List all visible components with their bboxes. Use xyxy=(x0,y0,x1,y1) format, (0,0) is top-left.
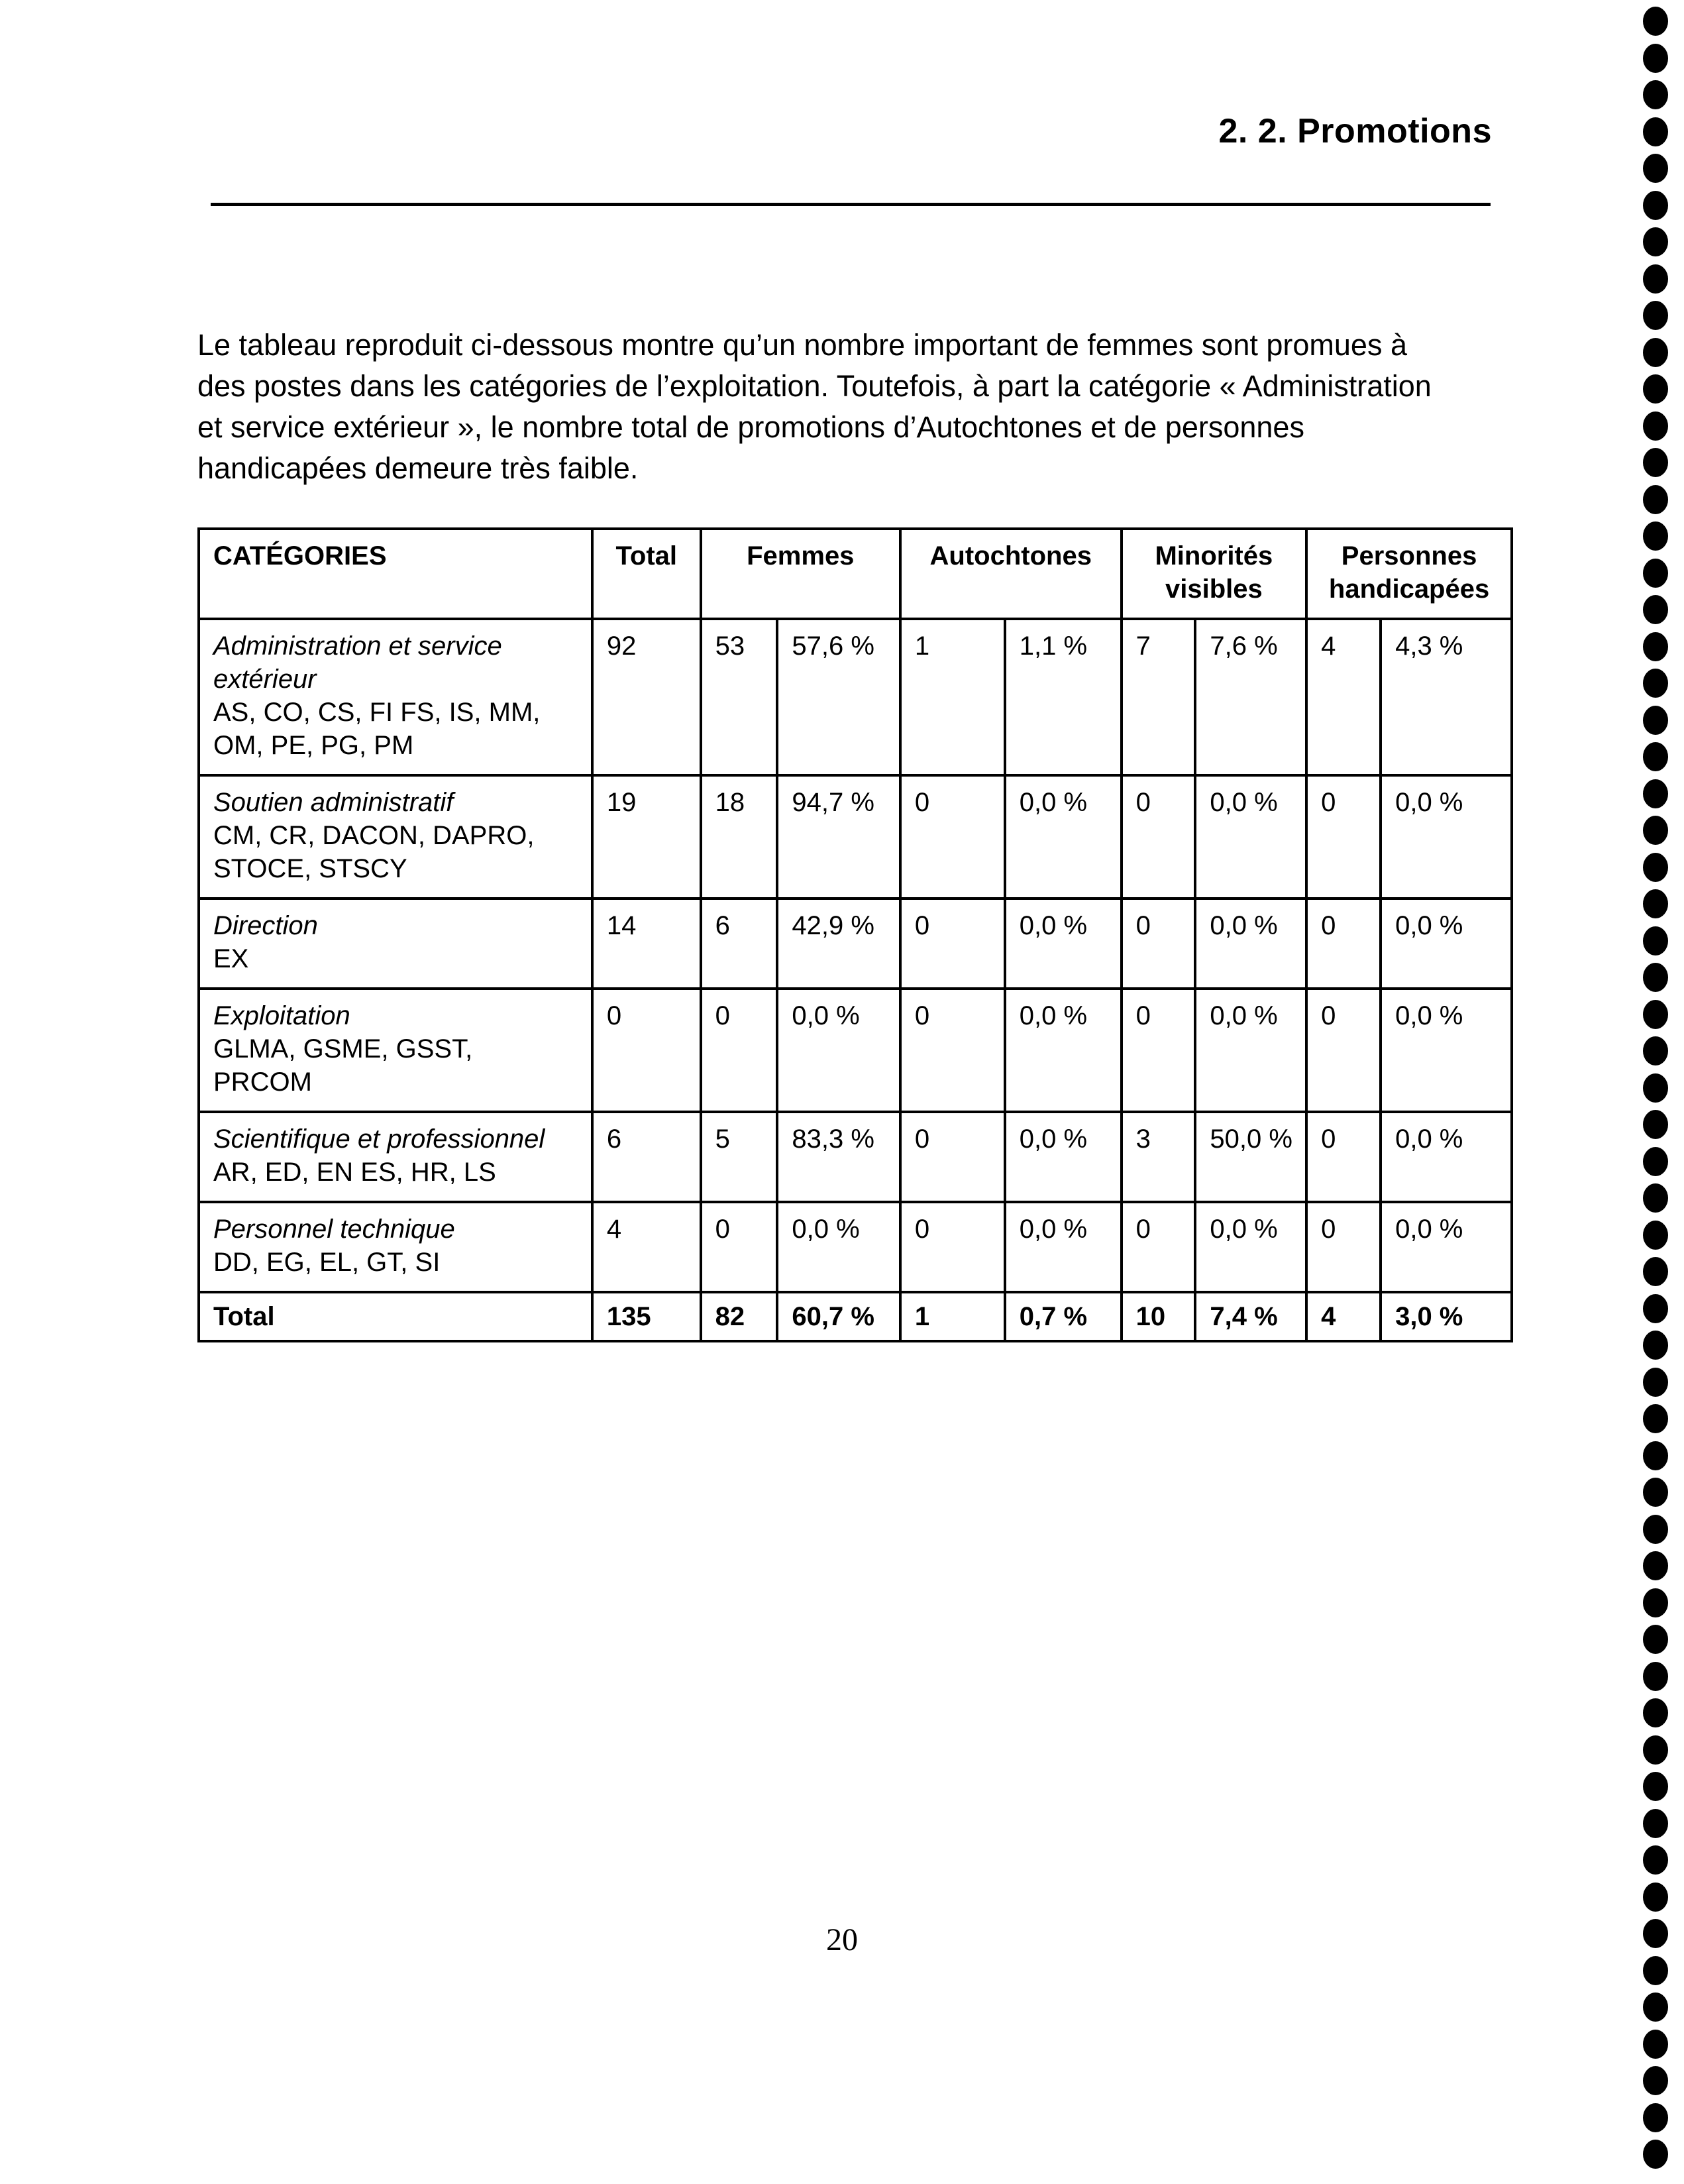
binding-hole xyxy=(1643,926,1668,956)
binding-hole xyxy=(1643,2103,1668,2132)
binding-hole xyxy=(1643,595,1668,624)
table-header-row xyxy=(199,529,1512,619)
cell-minorites-pct: 0,0 % xyxy=(1195,899,1306,989)
binding-hole xyxy=(1643,117,1668,146)
category-cell xyxy=(199,1202,592,1292)
cell-minorites: 0 xyxy=(1122,775,1196,899)
cell-minorites: 3 xyxy=(1122,1112,1196,1202)
cell-minorites: 7 xyxy=(1122,619,1196,775)
category-name: Scientifique et professionnel xyxy=(213,1124,545,1154)
cell-autochtones: 0 xyxy=(900,1112,1005,1202)
table-total-row xyxy=(199,1292,1512,1341)
binding-hole xyxy=(1643,80,1668,109)
cell-handicapees-pct: 0,0 % xyxy=(1381,775,1512,899)
binding-hole xyxy=(1643,154,1668,183)
total-autochtones: 1 xyxy=(900,1292,1005,1341)
cell-autochtones-pct: 0,0 % xyxy=(1005,989,1122,1112)
binding-hole xyxy=(1643,1515,1668,1544)
cell-handicapees: 0 xyxy=(1306,989,1381,1112)
cell-minorites: 0 xyxy=(1122,899,1196,989)
category-name: Soutien administratif xyxy=(213,788,454,817)
cell-femmes-pct: 94,7 % xyxy=(777,775,900,899)
binding-hole xyxy=(1643,44,1668,73)
binding-hole xyxy=(1643,301,1668,330)
intro-paragraph xyxy=(197,325,1456,489)
cell-autochtones-pct: 0,0 % xyxy=(1005,1112,1122,1202)
cell-handicapees-pct: 4,3 % xyxy=(1381,619,1512,775)
binding-hole xyxy=(1643,521,1668,551)
cell-femmes: 0 xyxy=(701,1202,778,1292)
binding-hole xyxy=(1643,742,1668,771)
cell-femmes: 0 xyxy=(701,989,778,1112)
cell-minorites-pct: 50,0 % xyxy=(1195,1112,1306,1202)
cell-autochtones: 0 xyxy=(900,775,1005,899)
cell-handicapees: 0 xyxy=(1306,899,1381,989)
header-total: Total xyxy=(592,529,701,619)
binding-hole xyxy=(1643,1368,1668,1397)
binding-hole xyxy=(1643,264,1668,294)
cell-handicapees: 0 xyxy=(1306,1112,1381,1202)
cell-autochtones: 0 xyxy=(900,1202,1005,1292)
binding-hole xyxy=(1643,1625,1668,1654)
cell-total: 0 xyxy=(592,989,701,1112)
binding-hole xyxy=(1643,1404,1668,1433)
header-categories: CATÉGORIES xyxy=(199,529,592,619)
category-cell xyxy=(199,899,592,989)
binding-hole xyxy=(1643,1993,1668,2022)
cell-autochtones: 0 xyxy=(900,899,1005,989)
cell-autochtones-pct: 1,1 % xyxy=(1005,619,1122,775)
binding-hole xyxy=(1643,1073,1668,1103)
binding-hole xyxy=(1643,1257,1668,1286)
category-name: Administration et service extérieur xyxy=(213,631,502,694)
binding-hole xyxy=(1643,1294,1668,1323)
cell-minorites: 0 xyxy=(1122,1202,1196,1292)
cell-minorites: 0 xyxy=(1122,989,1196,1112)
promotions-table xyxy=(197,527,1513,1342)
cell-handicapees-pct: 0,0 % xyxy=(1381,1112,1512,1202)
binding-hole xyxy=(1643,1183,1668,1213)
table-row xyxy=(199,899,1512,989)
cell-total: 92 xyxy=(592,619,701,775)
category-cell xyxy=(199,1112,592,1202)
binding-hole xyxy=(1643,889,1668,918)
binding-hole xyxy=(1643,1221,1668,1250)
binding-hole xyxy=(1643,1698,1668,1727)
total-femmes: 82 xyxy=(701,1292,778,1341)
binding-hole xyxy=(1643,963,1668,992)
binding-hole xyxy=(1643,779,1668,808)
section-title: 2. 2. Promotions xyxy=(1218,112,1492,150)
cell-femmes: 5 xyxy=(701,1112,778,1202)
binding-hole xyxy=(1643,374,1668,404)
category-codes: DD, EG, EL, GT, SI xyxy=(213,1248,441,1277)
cell-autochtones-pct: 0,0 % xyxy=(1005,899,1122,989)
total-total: 135 xyxy=(592,1292,701,1341)
binding-hole xyxy=(1643,816,1668,845)
total-label: Total xyxy=(199,1292,592,1341)
binding-hole xyxy=(1643,2066,1668,2095)
binding-hole xyxy=(1643,1845,1668,1875)
category-codes: CM, CR, DACON, DAPRO, STOCE, STSCY xyxy=(213,821,535,883)
binding-hole xyxy=(1643,1478,1668,1507)
binding-hole xyxy=(1643,1662,1668,1691)
binding-hole xyxy=(1643,1000,1668,1029)
cell-femmes-pct: 0,0 % xyxy=(777,1202,900,1292)
cell-minorites-pct: 0,0 % xyxy=(1195,989,1306,1112)
cell-minorites-pct: 0,0 % xyxy=(1195,775,1306,899)
binding-hole xyxy=(1643,1147,1668,1176)
category-codes: GLMA, GSME, GSST, PRCOM xyxy=(213,1034,473,1097)
category-codes: EX xyxy=(213,944,249,973)
binding-hole xyxy=(1643,338,1668,367)
binding-hole xyxy=(1643,1588,1668,1617)
total-femmes-pct: 60,7 % xyxy=(777,1292,900,1341)
binding-hole xyxy=(1643,1809,1668,1838)
cell-femmes-pct: 0,0 % xyxy=(777,989,900,1112)
cell-minorites-pct: 0,0 % xyxy=(1195,1202,1306,1292)
total-autochtones-pct: 0,7 % xyxy=(1005,1292,1122,1341)
category-name: Exploitation xyxy=(213,1001,350,1030)
cell-handicapees: 4 xyxy=(1306,619,1381,775)
cell-total: 19 xyxy=(592,775,701,899)
page-number: 20 xyxy=(826,1922,858,1957)
header-minorites-visibles: Minorités visibles xyxy=(1122,529,1307,619)
cell-femmes-pct: 42,9 % xyxy=(777,899,900,989)
table-row xyxy=(199,619,1512,775)
cell-handicapees-pct: 0,0 % xyxy=(1381,989,1512,1112)
cell-autochtones-pct: 0,0 % xyxy=(1005,1202,1122,1292)
total-handicapees: 4 xyxy=(1306,1292,1381,1341)
intro-text: Le tableau reproduit ci-dessous montre qu’un nombre important de femmes sont promues à des postes dans les catégories de l’exploitation. Toutefois, à part la catégorie « Administration et service extérieur », le nombre total de promotions d’Autochtones et de personnes handicapées demeure très faible. xyxy=(197,328,1432,485)
binding-holes xyxy=(1636,0,1676,2184)
binding-hole xyxy=(1643,1883,1668,1912)
binding-hole xyxy=(1643,853,1668,882)
table-row xyxy=(199,775,1512,899)
binding-hole xyxy=(1643,2140,1668,2169)
binding-hole xyxy=(1643,1441,1668,1470)
cell-total: 14 xyxy=(592,899,701,989)
cell-autochtones-pct: 0,0 % xyxy=(1005,775,1122,899)
binding-hole xyxy=(1643,632,1668,661)
header-femmes: Femmes xyxy=(701,529,900,619)
binding-hole xyxy=(1643,1919,1668,1948)
binding-hole xyxy=(1643,1331,1668,1360)
header-personnes-handicapees: Personnes handicapées xyxy=(1306,529,1512,619)
binding-hole xyxy=(1643,7,1668,36)
binding-hole xyxy=(1643,1772,1668,1801)
category-name: Personnel technique xyxy=(213,1215,455,1244)
binding-hole xyxy=(1643,448,1668,477)
table-row xyxy=(199,1112,1512,1202)
binding-hole xyxy=(1643,706,1668,735)
binding-hole xyxy=(1643,559,1668,588)
cell-femmes-pct: 83,3 % xyxy=(777,1112,900,1202)
category-cell xyxy=(199,775,592,899)
cell-handicapees-pct: 0,0 % xyxy=(1381,1202,1512,1292)
cell-autochtones: 1 xyxy=(900,619,1005,775)
cell-total: 6 xyxy=(592,1112,701,1202)
cell-minorites-pct: 7,6 % xyxy=(1195,619,1306,775)
total-minorites-pct: 7,4 % xyxy=(1195,1292,1306,1341)
binding-hole xyxy=(1643,1551,1668,1580)
binding-hole xyxy=(1643,1735,1668,1765)
cell-handicapees: 0 xyxy=(1306,1202,1381,1292)
binding-hole xyxy=(1643,2030,1668,2059)
binding-hole xyxy=(1643,669,1668,698)
category-codes: AS, CO, CS, FI FS, IS, MM, OM, PE, PG, PM xyxy=(213,698,541,760)
binding-hole xyxy=(1643,485,1668,514)
title-rule xyxy=(211,203,1491,206)
table-row xyxy=(199,989,1512,1112)
total-minorites: 10 xyxy=(1122,1292,1196,1341)
binding-hole xyxy=(1643,191,1668,220)
binding-hole xyxy=(1643,1956,1668,1985)
binding-hole xyxy=(1643,411,1668,441)
category-cell xyxy=(199,619,592,775)
category-cell xyxy=(199,989,592,1112)
binding-hole xyxy=(1643,227,1668,256)
cell-handicapees-pct: 0,0 % xyxy=(1381,899,1512,989)
cell-autochtones: 0 xyxy=(900,989,1005,1112)
cell-femmes-pct: 57,6 % xyxy=(777,619,900,775)
category-codes: AR, ED, EN ES, HR, LS xyxy=(213,1158,496,1187)
table-row xyxy=(199,1202,1512,1292)
cell-femmes: 6 xyxy=(701,899,778,989)
total-handicapees-pct: 3,0 % xyxy=(1381,1292,1512,1341)
category-name: Direction xyxy=(213,911,318,940)
cell-total: 4 xyxy=(592,1202,701,1292)
cell-femmes: 18 xyxy=(701,775,778,899)
cell-femmes: 53 xyxy=(701,619,778,775)
binding-hole xyxy=(1643,1036,1668,1065)
header-autochtones: Autochtones xyxy=(900,529,1122,619)
binding-hole xyxy=(1643,1110,1668,1139)
cell-handicapees: 0 xyxy=(1306,775,1381,899)
